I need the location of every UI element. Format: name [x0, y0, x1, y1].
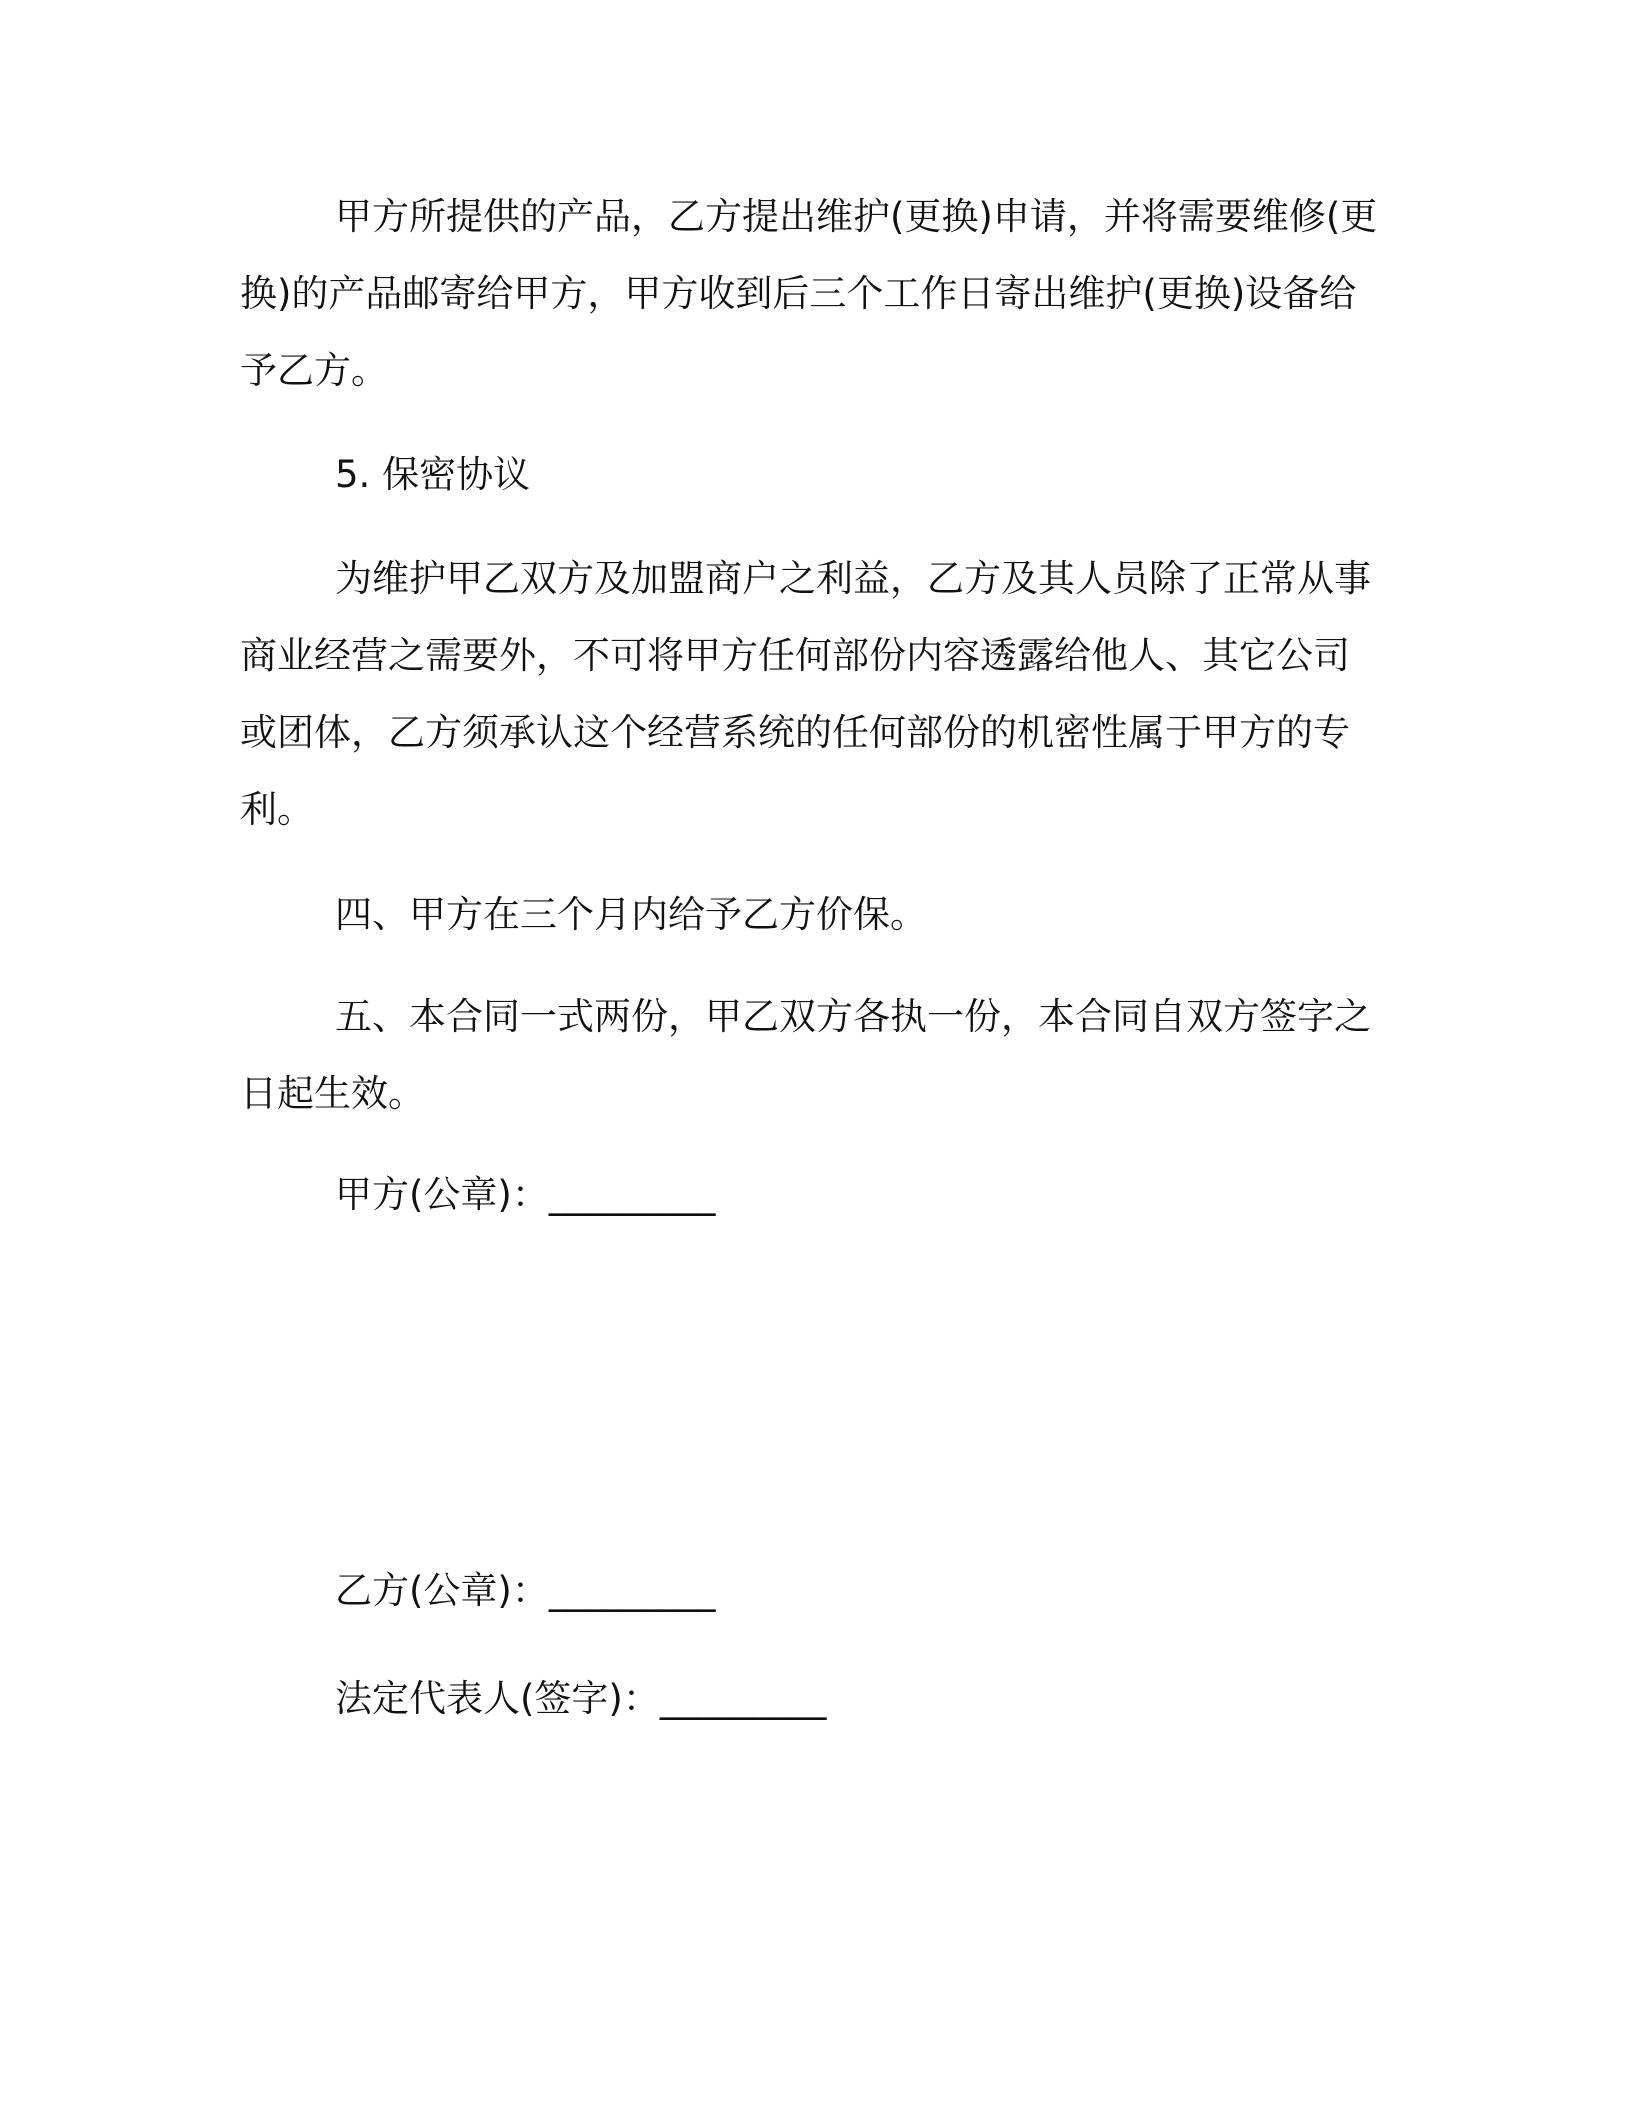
- paragraph-line: 换)的产品邮寄给甲方，甲方收到后三个工作日寄出维护(更换)设备给: [240, 272, 1357, 315]
- signature-field-label: 甲方(公章)：_________: [335, 1173, 716, 1216]
- paragraph-line: 予乙方。: [240, 349, 388, 392]
- paragraph-line: 商业经营之需要外，不可将甲方任何部份内容透露给他人、其它公司: [240, 634, 1350, 677]
- signature-field-label: 法定代表人(签字)：_________: [335, 1677, 827, 1720]
- signature-field-label: 乙方(公章)：_________: [335, 1569, 716, 1612]
- legal-representative-signature-line: [240, 1660, 1380, 1737]
- clause-copies-effective: [240, 978, 1380, 1132]
- heading-text: 5. 保密协议: [335, 453, 531, 496]
- paragraph-maintenance: [240, 178, 1380, 409]
- paragraph-line: 或团体，乙方须承认这个经营系统的任何部份的机密性属于甲方的专: [240, 711, 1350, 754]
- clause-price-protection: [240, 876, 1380, 953]
- paragraph-line: 利。: [240, 788, 314, 831]
- party-b-seal-line: [240, 1552, 1380, 1629]
- party-a-seal-line: [240, 1156, 1380, 1233]
- paragraph-line: 甲方所提供的产品，乙方提出维护(更换)申请，并将需要维修(更: [335, 195, 1378, 238]
- clause-line: 日起生效。: [240, 1072, 425, 1115]
- section-heading-confidentiality: [240, 436, 1380, 513]
- clause-text: 四、甲方在三个月内给予乙方价保。: [335, 893, 927, 936]
- paragraph-confidentiality: [240, 540, 1380, 848]
- paragraph-line: 为维护甲乙双方及加盟商户之利益，乙方及其人员除了正常从事: [335, 557, 1371, 600]
- clause-line: 五、本合同一式两份，甲乙双方各执一份，本合同自双方签字之: [335, 995, 1371, 1038]
